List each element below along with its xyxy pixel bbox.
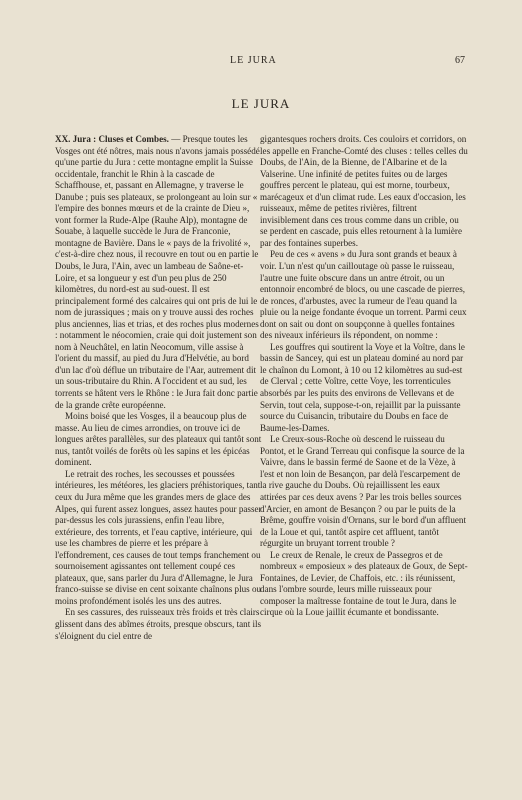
paragraph: En ses cassures, des ruisseaux très froids et très clairs glissent dans des abîmes étroits, presque obscurs, tant ils s'éloignent du ciel entre de xyxy=(55,607,262,641)
right-column xyxy=(260,134,468,619)
running-head xyxy=(0,55,522,69)
paragraph: gigantesques rochers droits. Ces couloirs et corridors, on les appelle en Franche-Comté des cluses : telles celles du Doubs, de l'Ain, de la Bienne, de l'Albarine et de la Valserine. Une infinité de petites fuites ou de larges gouffres percent le plateau, qui est morne, tourbeux, marécageux et d'un climat rude. Les eaux d'occasion, les ruisseaux, même de petites rivières, filtrent invisiblement dans ces trous comme dans un crible, ou se perdent en cascade, puis elles retournent à la lumière par des fontaines superbes. xyxy=(260,134,468,248)
left-column xyxy=(55,134,263,642)
paragraph: Les gouffres qui soutirent la Voye et la Voître, dans le bassin de Sancey, qui est un plateau dominé au nord par le chaînon du Lomont, à 10 ou 12 kilomètres au sud-est de Clerval ; cette Voître, cette Voye, les torrenticules absorbés par les puits des environs de Vellevans et de Servin, tout cela, suppose-t-on, rejaillit par la puissante source du Cuisancin, tributaire du Doubs en face de Baume-les-Dames. xyxy=(260,341,465,433)
paragraph: Moins boisé que les Vosges, il a beaucoup plus de masse. Au lieu de cimes arrondies, on trouve ici de longues arêtes parallèles, sur des plateaux qui tantôt sont nus, tantôt voilés de forêts où les sapins et les épicéas dominent. xyxy=(55,411,262,468)
running-title: LE JURA xyxy=(230,55,277,66)
paragraph: Le retrait des roches, les secousses et poussées intérieures, les météores, les glaciers préhistoriques, tant ceux du Jura même que les grandes mers de glace des Alpes, qui furent assez longues, assez hautes pour passer par-dessus les cols jurassiens, enfin l'eau libre, extérieure, des torrents, et l'eau captive, intérieure, qui use les chambres de pierre et les prépare à l'effondrement, ces causes de tout temps franchement ou sournoisement agissantes ont tellement coupé ces plateaux, que, sans parler du Jura d'Allemagne, le Jura franco-suisse se divise en cent soixante chaînons plus ou moins profondément isolés les uns des autres. xyxy=(55,468,262,606)
page-number: 67 xyxy=(455,55,465,66)
paragraph: Le creux de Renale, le creux de Passegros et de nombreux « emposieux » des plateaux de Goux, de Sept-Fontaines, de Levier, de Chaffois, etc. : ils réunissent, dans l'ombre sourde, leurs mille ruisseaux pour composer la maîtresse fontaine de tout le Jura, dans le cirque où la Loue jaillit écumante et bondissante. xyxy=(260,549,468,618)
chapter-title: LE JURA xyxy=(231,96,291,111)
paragraph: Le Creux-sous-Roche où descend le ruisseau du Pontot, et le Grand Terreau qui confisque la source de la Vaivre, dans le bassin fermé de Saone et de la Vèze, à l'est et non loin de Besançon, par delà l'escarpement de la rive gauche du Doubs. Où rejaillissent les eaux attirées par ces deux avens ? Par les trois belles sources d'Arcier, en amont de Besançon ? ou par le puits de la Brême, gouffre voisin d'Ornans, sur le bord d'un affluent de la Loue et qui, tantôt aspire cet affluent, tantôt régurgite un bruyant torrent trouble ? xyxy=(260,434,466,549)
paragraph-text: Presque toutes les Vosges ont été nôtres, mais nous n'avons jamais possédé qu'une partie du Jura : cette montagne emplit la Suisse occidentale, franchit le Rhin à la cascade de Schaffhouse, et, passant en Allemagne, y traverse le Danube ; puis ses plateaux, se prolongeant au loin sur « l'empire des bonnes mœurs et de la crainte de Dieu », vont former la Rude-Alpe (Rauhe Alp), montagne de Souabe, à laquelle succède le Jura de Franconie, montagne de Bavière. Dans le « pays de la frivolité », c'est-à-dire chez nous, il recouvre en tout ou en partie le Doubs, le Jura, l'Ain, avec un lambeau de Saône-et-Loire, et sa longueur y est d'un peu plus de 250 kilomètres, du nord-est au sud-ouest. Il est principalement formé des calcaires qui ont pris de lui le nom de jurassiques ; mais on y trouve aussi des roches plus anciennes, lias et trias, et des roches plus modernes : notamment le néocomien, craie qui doit justement son nom à Neuchâtel, en latin Neocomum, ville assise à l'orient du massif, au pied du Jura d'Helvétie, au bord d'un lac d'où défluе un tributaire de l'Aar, autrement dit un sous-tributaire du Rhin. A l'occident et au sud, les torrents se hâtent vers le Rhône : le Jura fait donc partie de la grande crête européenne. xyxy=(55,134,260,410)
heading-dash: — xyxy=(168,134,183,144)
paragraph: Peu de ces « avens » du Jura sont grands et beaux à voir. L'un n'est qu'un cailloutage où passe le ruisseau, l'autre une fuite obscure dans un antre étroit, ou un entonnoir encombré de blocs, ou une cascade de pierres, de ronces, d'arbustes, avec la rumeur de l'eau quand la pluie ou la neige fondante évoque un torrent. Parmi ceux dont on sait ou dont on soupçonne à quelles fontaines des niveaux inférieurs ils répondent, on nomme : xyxy=(260,249,467,341)
paragraph xyxy=(55,134,263,411)
section-heading: XX. Jura : Cluses et Combes. xyxy=(55,134,169,144)
